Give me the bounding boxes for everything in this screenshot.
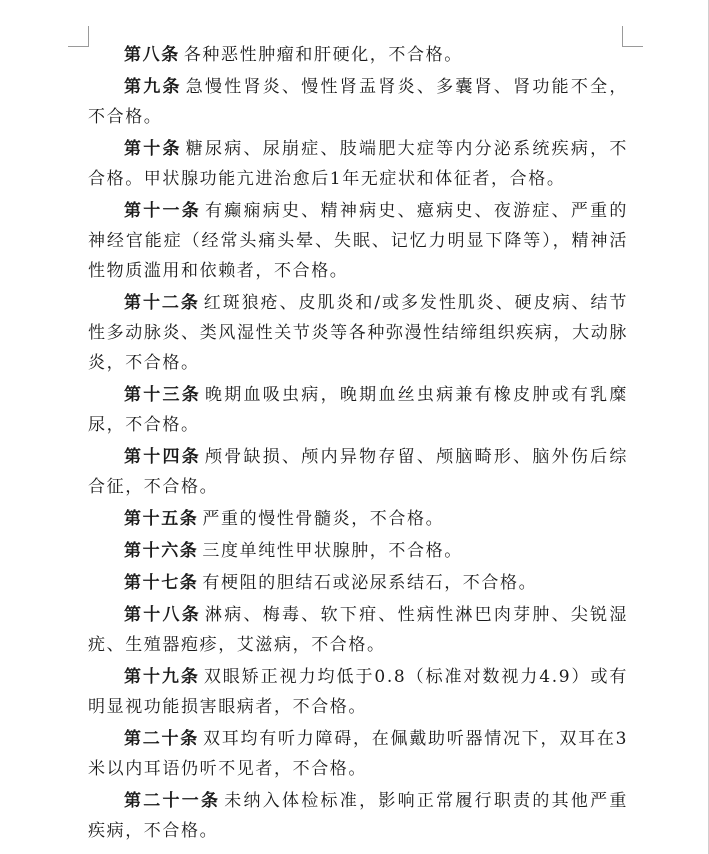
article-number: 第十一条 [124, 201, 202, 221]
article-text: 糖尿病、尿崩症、肢端肥大症等内分泌系统疾病，不合格。甲状腺功能亢进治愈后1年无症状和体征者，合格。 [88, 139, 628, 189]
article-number: 第十七条 [124, 573, 199, 593]
margin-corner-mark-left [68, 26, 89, 47]
article-text: 淋病、梅毒、软下疳、性病性淋巴肉芽肿、尖锐湿疣、生殖器疱疹，艾滋病，不合格。 [88, 605, 628, 655]
article-paragraph[interactable] [88, 504, 628, 534]
article-paragraph[interactable] [88, 134, 628, 194]
article-paragraph[interactable] [88, 536, 628, 566]
article-number: 第十四条 [124, 447, 202, 467]
article-number: 第十八条 [124, 605, 202, 625]
article-text: 红斑狼疮、皮肌炎和/或多发性肌炎、硬皮病、结节性多动脉炎、类风湿性关节炎等各种弥漫性结缔组织疾病，大动脉炎，不合格。 [88, 293, 628, 373]
article-number: 第二十条 [124, 729, 200, 749]
article-text: 晚期血吸虫病，晚期血丝虫病兼有橡皮肿或有乳糜尿，不合格。 [88, 385, 628, 435]
article-text: 各种恶性肿瘤和肝硬化，不合格。 [183, 45, 463, 65]
article-number: 第十二条 [124, 293, 200, 313]
article-text: 三度单纯性甲状腺肿，不合格。 [202, 541, 463, 561]
article-text: 双耳均有听力障碍，在佩戴助听器情况下，双耳在3米以内耳语仍听不见者，不合格。 [88, 729, 628, 779]
article-paragraph[interactable] [88, 196, 628, 286]
article-number: 第八条 [124, 45, 180, 65]
article-number: 第十三条 [124, 385, 202, 405]
article-text: 有癫痫病史、精神病史、癔病史、夜游症、严重的神经官能症（经常头痛头晕、失眠、记忆力明显下降等），精神活性物质滥用和依赖者，不合格。 [88, 201, 628, 281]
article-text: 严重的慢性骨髓炎，不合格。 [202, 509, 445, 529]
document-body[interactable] [88, 40, 628, 848]
article-paragraph[interactable] [88, 40, 628, 70]
article-paragraph[interactable] [88, 724, 628, 784]
article-paragraph[interactable] [88, 380, 628, 440]
article-paragraph[interactable] [88, 600, 628, 660]
article-number: 第十九条 [124, 667, 200, 687]
article-number: 第十五条 [124, 509, 199, 529]
article-text: 急慢性肾炎、慢性肾盂肾炎、多囊肾、肾功能不全，不合格。 [88, 77, 628, 127]
article-paragraph[interactable] [88, 568, 628, 598]
article-number: 第十六条 [124, 541, 199, 561]
article-paragraph[interactable] [88, 662, 628, 722]
article-text: 颅骨缺损、颅内异物存留、颅脑畸形、脑外伤后综合征，不合格。 [88, 447, 628, 497]
article-paragraph[interactable] [88, 72, 628, 132]
article-paragraph[interactable] [88, 786, 628, 846]
article-text: 双眼矫正视力均低于0.8（标准对数视力4.9）或有明显视功能损害眼病者，不合格。 [88, 667, 628, 717]
article-paragraph[interactable] [88, 288, 628, 378]
article-paragraph[interactable] [88, 442, 628, 502]
article-text: 有梗阻的胆结石或泌尿系结石，不合格。 [202, 573, 538, 593]
article-number: 第二十一条 [124, 791, 221, 811]
article-number: 第九条 [124, 77, 182, 97]
article-number: 第十条 [124, 139, 182, 159]
article-text: 未纳入体检标准，影响正常履行职责的其他严重疾病，不合格。 [88, 791, 628, 841]
